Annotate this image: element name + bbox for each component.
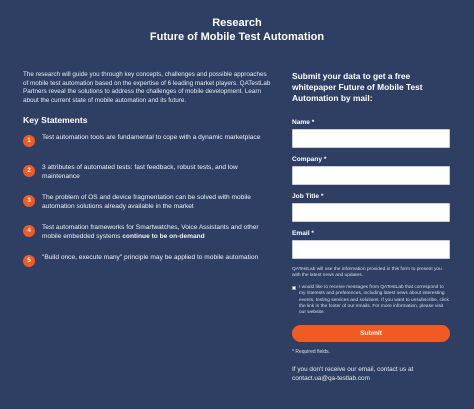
statement-text: "Build once, execute many" principle may be applied to mobile automation bbox=[42, 254, 259, 262]
statement-number-badge: 4 bbox=[23, 225, 35, 237]
intro-text: The research will guide you through key concepts, challenges and possible approaches of mobile test automation based on the expertise of 6 leading market players. QATestLab Partners reveal the solutions to address the challenges of mobile development. Learn about the current state of mobile automation and its future. bbox=[23, 71, 271, 104]
research-description bbox=[23, 71, 271, 275]
key-statements-title: Key Statements bbox=[23, 115, 88, 126]
statement-text: Test automation frameworks for Smartwatches, Voice Assistants and other mobile embedded systems continue to be on-demand bbox=[42, 224, 259, 241]
email-input[interactable] bbox=[292, 240, 450, 259]
header-line-title: Future of Mobile Test Automation bbox=[149, 31, 325, 43]
statement-text: The problem of OS and device fragmentation can be solved with mobile automation solutions already available in the market bbox=[42, 194, 251, 211]
consent-row bbox=[292, 285, 450, 317]
company-label: Company * bbox=[292, 156, 327, 163]
form-title: Submit your data to get a free whitepaper Future of Mobile Test Automation by mail: bbox=[292, 71, 423, 103]
name-input[interactable] bbox=[292, 129, 450, 148]
email-label: Email * bbox=[292, 230, 314, 237]
job-title-input[interactable] bbox=[292, 203, 450, 222]
consent-text: I would like to receive messages from QATestLab that correspond to my interests and preferences, including latest news about interesting events, testing services and solutions. If you want to unsubscribe, click the link in the footer of our emails. For more information, please visit our website. bbox=[299, 284, 449, 316]
statement-text: Test automation tools are fundamental to cope with a dynamic marketplace bbox=[42, 134, 261, 142]
page-header bbox=[0, 16, 474, 44]
statement-number-badge: 5 bbox=[23, 255, 35, 267]
statement-number-badge: 2 bbox=[23, 165, 35, 177]
statement-number-badge: 1 bbox=[23, 135, 35, 147]
header-line-research: Research bbox=[212, 17, 262, 29]
statement-item bbox=[23, 253, 271, 275]
statement-item bbox=[23, 223, 271, 245]
required-fields-note: * Required fields. bbox=[292, 348, 331, 355]
statement-item bbox=[23, 193, 271, 215]
contact-text: If you don't receive our email, contact us at contact.ua@qa-testlab.com bbox=[292, 365, 414, 382]
name-label: Name * bbox=[292, 119, 315, 126]
whitepaper-request-form bbox=[292, 71, 450, 383]
statement-item bbox=[23, 163, 271, 185]
statement-item bbox=[23, 133, 271, 155]
job-title-label: Job Title * bbox=[292, 193, 324, 200]
consent-checkbox[interactable] bbox=[292, 286, 296, 290]
statement-text: 3 attributes of automated tests: fast feedback, robust tests, and low maintenance bbox=[42, 164, 238, 181]
statement-number-badge: 3 bbox=[23, 195, 35, 207]
submit-button[interactable]: Submit bbox=[292, 325, 450, 342]
company-input[interactable] bbox=[292, 166, 450, 185]
privacy-info-text: QATestLab will use the information provided in this form to present you with the latest news and updates. bbox=[292, 267, 442, 279]
